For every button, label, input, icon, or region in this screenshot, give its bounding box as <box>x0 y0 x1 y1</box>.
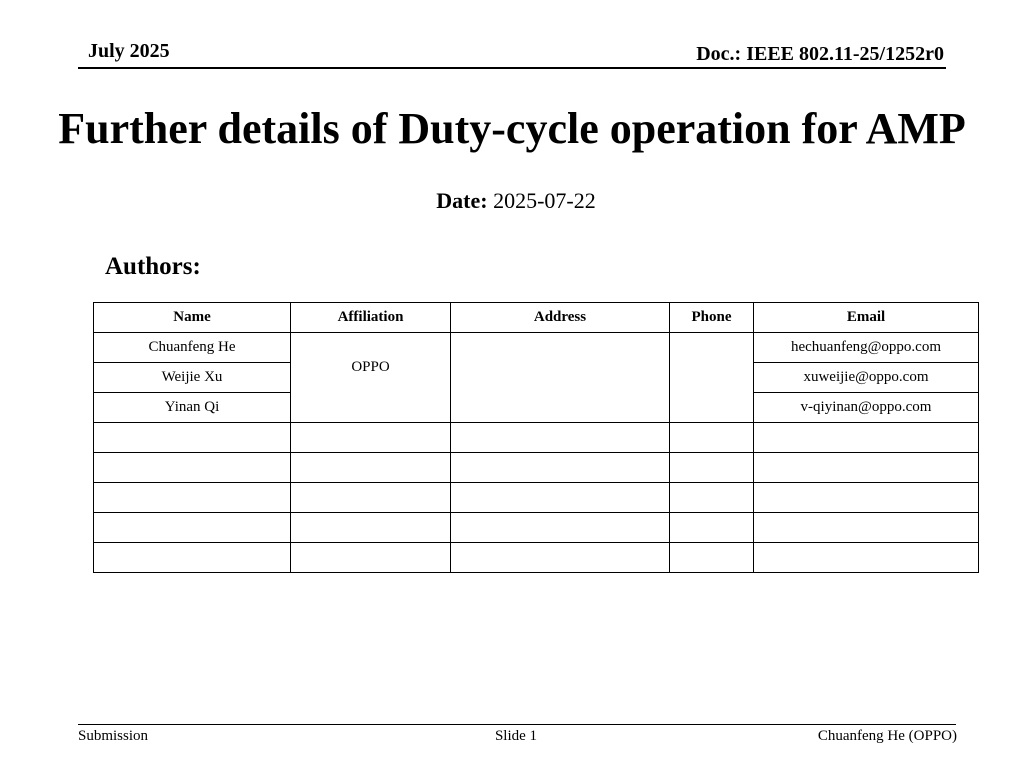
table-row-empty <box>94 483 979 513</box>
table-row-empty <box>94 453 979 483</box>
column-header-email: Email <box>754 303 979 333</box>
header-date: July 2025 <box>88 40 170 62</box>
footer-author: Chuanfeng He (OPPO) <box>817 728 957 744</box>
author-email: hechuanfeng@oppo.com <box>754 333 979 363</box>
author-name: Weijie Xu <box>94 363 291 393</box>
table-row-empty <box>94 423 979 453</box>
table-row-empty <box>94 543 979 573</box>
author-phone <box>670 333 754 423</box>
authors-table <box>93 302 979 573</box>
header-doc-id: Doc.: IEEE 802.11-25/1252r0 <box>696 43 944 65</box>
author-name: Yinan Qi <box>94 393 291 423</box>
author-name: Chuanfeng He <box>94 333 291 363</box>
column-header-affiliation: Affiliation <box>291 303 451 333</box>
date-label: Date: <box>436 188 488 213</box>
author-address <box>451 333 670 423</box>
date-value: 2025-07-22 <box>493 188 596 213</box>
authors-heading: Authors: <box>105 253 201 280</box>
author-email: xuweijie@oppo.com <box>754 363 979 393</box>
footer-submission: Submission <box>78 728 149 744</box>
header-divider <box>78 67 946 69</box>
author-affiliation: OPPO <box>291 333 451 423</box>
footer-slide-number: Slide 1 <box>494 728 538 744</box>
column-header-phone: Phone <box>670 303 754 333</box>
footer-divider <box>78 724 956 725</box>
table-row <box>94 333 979 363</box>
author-email: v-qiyinan@oppo.com <box>754 393 979 423</box>
column-header-address: Address <box>451 303 670 333</box>
date-line <box>0 188 1024 214</box>
table-row-empty <box>94 513 979 543</box>
slide-title: Further details of Duty-cycle operation for AMP <box>58 104 966 153</box>
column-header-name: Name <box>94 303 291 333</box>
table-header-row <box>94 303 979 333</box>
